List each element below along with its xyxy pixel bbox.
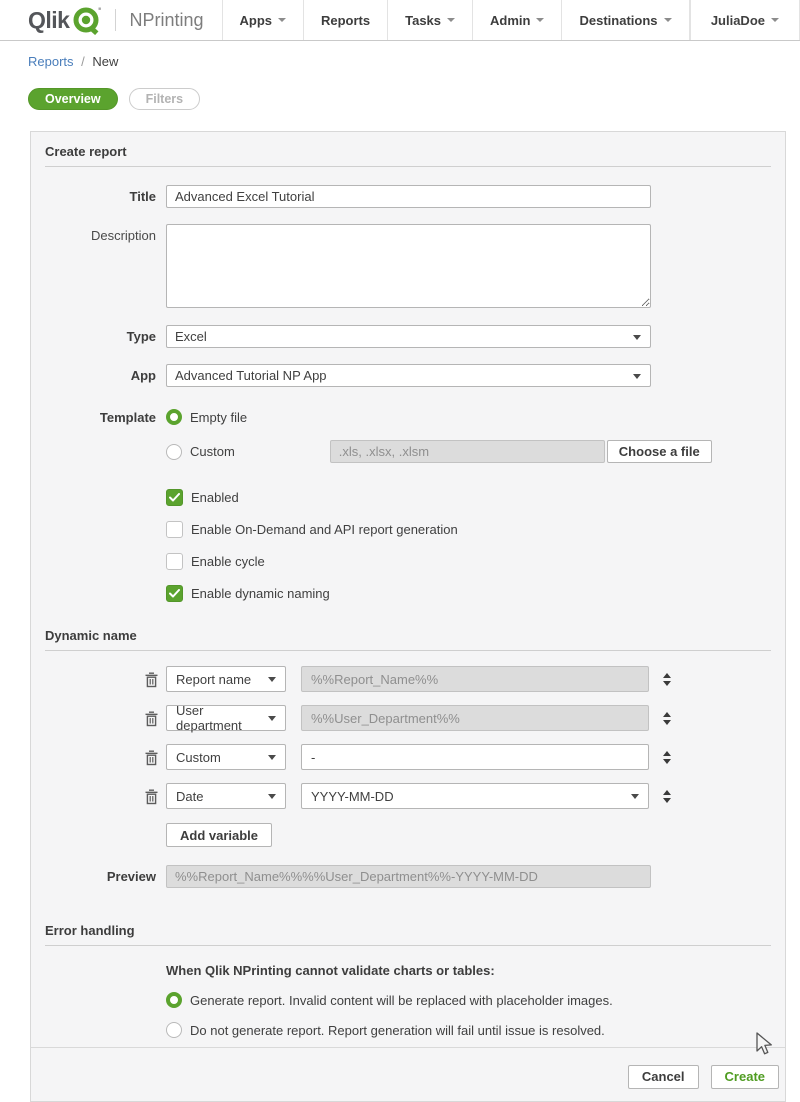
chevron-down-icon [278, 18, 286, 22]
chevron-down-icon [633, 335, 641, 340]
template-custom-label: Custom [190, 444, 235, 459]
choose-file-button[interactable]: Choose a file [607, 440, 712, 463]
app-label: App [45, 364, 166, 383]
date-format-select[interactable]: YYYY-MM-DD [301, 783, 649, 809]
reorder-handle-icon[interactable] [663, 673, 671, 686]
variable-value-field: %%Report_Name%% [301, 666, 649, 692]
reorder-handle-icon[interactable] [663, 712, 671, 725]
no-generate-report-radio[interactable] [166, 1022, 182, 1038]
product-name: NPrinting [129, 10, 221, 31]
chevron-down-icon [268, 716, 276, 721]
variable-type-select[interactable]: Report name [166, 666, 286, 692]
dynamic-naming-label: Enable dynamic naming [191, 586, 330, 601]
variable-type-select[interactable]: User department [166, 705, 286, 731]
user-menu[interactable] [690, 0, 800, 40]
chevron-down-icon [447, 18, 455, 22]
card-footer [31, 1047, 785, 1101]
chevron-down-icon [268, 794, 276, 799]
generate-report-radio[interactable] [166, 992, 182, 1008]
chevron-down-icon [631, 794, 639, 799]
dynamic-row [144, 705, 771, 731]
breadcrumb-current: New [92, 54, 118, 69]
preview-label: Preview [45, 865, 166, 884]
title-label: Title [45, 185, 166, 204]
dynamic-naming-checkbox[interactable] [166, 585, 183, 602]
template-empty-file-label: Empty file [190, 410, 247, 425]
no-generate-report-label: Do not generate report. Report generation will fail until issue is resolved. [190, 1023, 605, 1038]
chevron-down-icon [268, 677, 276, 682]
create-report-card [30, 131, 786, 1102]
type-row [45, 325, 771, 348]
description-row [45, 224, 771, 308]
variable-value-input[interactable]: - [301, 744, 649, 770]
section-heading-create-report: Create report [45, 132, 771, 167]
title-row [45, 185, 771, 208]
title-input[interactable] [166, 185, 651, 208]
trash-icon[interactable] [144, 788, 159, 805]
no-generate-report-option [166, 1022, 771, 1038]
ondemand-checkbox[interactable] [166, 521, 183, 538]
trash-icon[interactable] [144, 671, 159, 688]
error-handling-question: When Qlik NPrinting cannot validate charts or tables: [166, 963, 771, 978]
cancel-button[interactable]: Cancel [628, 1065, 699, 1089]
menu-item-admin[interactable]: Admin [472, 0, 561, 40]
enabled-checkbox[interactable] [166, 489, 183, 506]
qlik-brand-text: Qlik [28, 7, 69, 34]
chevron-down-icon [268, 755, 276, 760]
create-button[interactable]: Create [711, 1065, 779, 1089]
app-select-value: Advanced Tutorial NP App [175, 368, 327, 383]
enabled-check-row [166, 489, 771, 506]
app-row [45, 364, 771, 387]
preview-row [45, 865, 771, 888]
enabled-label: Enabled [191, 490, 239, 505]
qlik-logo [0, 0, 222, 40]
tab-overview[interactable]: Overview [28, 88, 118, 110]
variable-value-field: %%User_Department%% [301, 705, 649, 731]
cycle-check-row [166, 553, 771, 570]
chevron-down-icon [633, 374, 641, 379]
dynamic-row [144, 744, 771, 770]
cycle-checkbox[interactable] [166, 553, 183, 570]
user-name: JuliaDoe [711, 13, 765, 28]
breadcrumb-reports-link[interactable]: Reports [28, 54, 74, 69]
ondemand-check-row [166, 521, 771, 538]
section-heading-dynamic-name: Dynamic name [45, 616, 771, 651]
menu-item-tasks[interactable]: Tasks [387, 0, 472, 40]
ondemand-label: Enable On-Demand and API report generation [191, 522, 458, 537]
generate-report-label: Generate report. Invalid content will be replaced with placeholder images. [190, 993, 613, 1008]
breadcrumb [0, 41, 800, 69]
main-menu [222, 0, 690, 40]
type-label: Type [45, 325, 166, 344]
variable-type-select[interactable]: Custom [166, 744, 286, 770]
trash-icon[interactable] [144, 749, 159, 766]
template-row [45, 409, 771, 425]
qlik-q-icon [72, 5, 102, 35]
template-file-input: .xls, .xlsx, .xlsm [330, 440, 605, 463]
chevron-down-icon [664, 18, 672, 22]
preview-field: %%Report_Name%%%%User_Department%%-YYYY-MM-DD [166, 865, 651, 888]
description-label: Description [45, 224, 166, 243]
menu-item-reports[interactable]: Reports [303, 0, 387, 40]
view-tabs [0, 69, 800, 110]
cycle-label: Enable cycle [191, 554, 265, 569]
variable-type-select[interactable]: Date [166, 783, 286, 809]
trash-icon[interactable] [144, 710, 159, 727]
template-custom-radio[interactable] [166, 444, 182, 460]
dynamic-naming-check-row [166, 585, 771, 602]
type-select-value: Excel [175, 329, 207, 344]
dynamic-row [144, 783, 771, 809]
template-empty-file-radio[interactable] [166, 409, 182, 425]
chevron-down-icon [536, 18, 544, 22]
description-field[interactable] [166, 224, 651, 308]
add-variable-button[interactable]: Add variable [166, 823, 272, 847]
tab-filters[interactable]: Filters [129, 88, 201, 110]
section-heading-error-handling: Error handling [45, 911, 771, 946]
template-label: Template [45, 409, 166, 425]
template-custom-row [45, 440, 771, 463]
logo-divider [115, 9, 116, 31]
reorder-handle-icon[interactable] [663, 751, 671, 764]
top-navbar [0, 0, 800, 41]
dynamic-row [144, 666, 771, 692]
breadcrumb-separator: / [81, 54, 85, 69]
app-select[interactable] [166, 364, 651, 387]
menu-item-destinations[interactable]: Destinations [561, 0, 689, 40]
type-select[interactable] [166, 325, 651, 348]
chevron-down-icon [771, 18, 779, 22]
menu-item-apps[interactable]: Apps [222, 0, 304, 40]
reorder-handle-icon[interactable] [663, 790, 671, 803]
generate-report-option [166, 992, 771, 1008]
